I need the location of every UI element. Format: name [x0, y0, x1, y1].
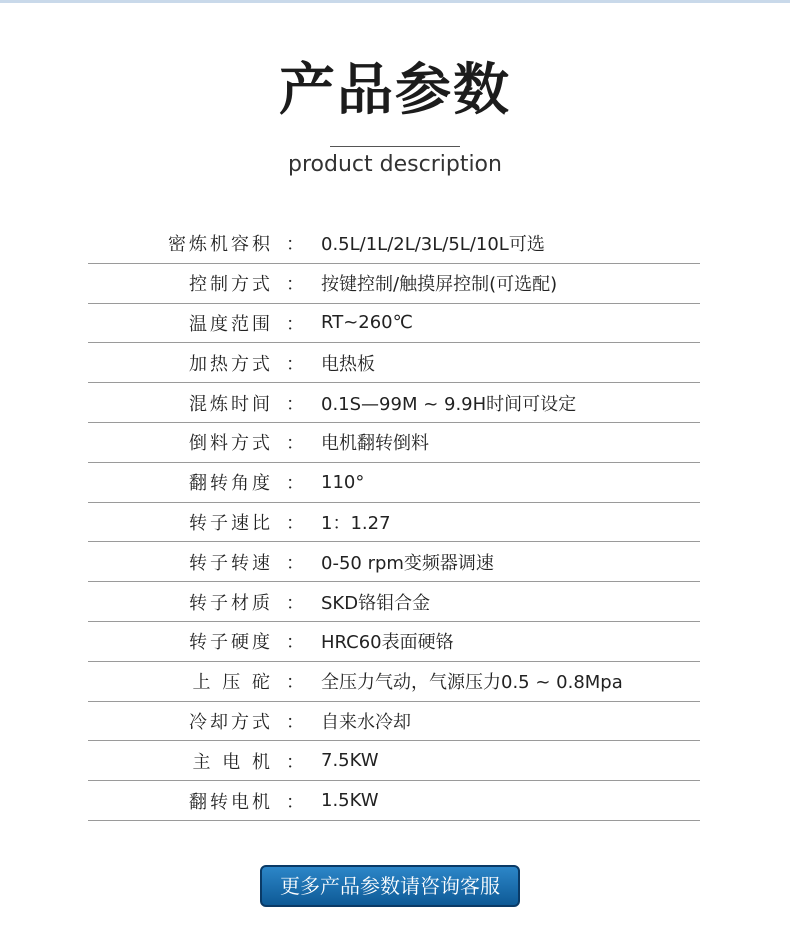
spec-value: 110° — [321, 471, 365, 493]
spec-value: 自来水冷却 — [321, 711, 411, 733]
spec-value: 电热板 — [321, 353, 375, 375]
page-title: 产品参数 — [279, 58, 511, 123]
spec-label: 加热方式 — [189, 353, 273, 375]
spec-colon: ： — [286, 353, 304, 375]
spec-colon: ： — [286, 672, 304, 694]
spec-label: 混炼时间 — [189, 393, 273, 415]
spec-colon: ： — [286, 393, 304, 415]
spec-value: SKD铬钼合金 — [321, 592, 431, 614]
spec-colon: ： — [286, 791, 304, 813]
spec-row — [88, 781, 700, 821]
spec-label: 冷却方式 — [189, 711, 273, 733]
top-border-line — [0, 0, 790, 3]
spec-colon: ： — [286, 433, 304, 455]
spec-value: RT~260℃ — [321, 312, 413, 334]
spec-row — [88, 383, 700, 423]
spec-colon: ： — [286, 632, 304, 654]
spec-colon: ： — [286, 592, 304, 614]
spec-label: 转子速比 — [189, 512, 273, 534]
spec-colon: ： — [286, 274, 304, 296]
spec-value: 电机翻转倒料 — [321, 433, 429, 455]
spec-value: 按键控制/触摸屏控制(可选配) — [321, 274, 558, 296]
spec-label: 主 电 机 — [192, 751, 273, 773]
spec-value: 7.5KW — [321, 750, 379, 772]
spec-label: 转子硬度 — [189, 632, 273, 654]
spec-colon: ： — [286, 751, 304, 773]
spec-label: 密炼机容积 — [168, 234, 273, 256]
spec-row — [88, 741, 700, 781]
spec-row — [88, 423, 700, 463]
spec-colon: ： — [286, 512, 304, 534]
spec-value: 0.5L/1L/2L/3L/5L/10L可选 — [321, 234, 545, 256]
spec-label: 转子转速 — [189, 552, 273, 574]
spec-label: 温度范围 — [189, 313, 273, 335]
spec-row — [88, 702, 700, 742]
spec-row — [88, 622, 700, 662]
spec-value: 1：1.27 — [321, 512, 391, 534]
spec-row — [88, 343, 700, 383]
spec-colon: ： — [286, 313, 304, 335]
spec-row — [88, 224, 700, 264]
spec-colon: ： — [286, 473, 304, 495]
spec-value: HRC60表面硬铬 — [321, 632, 454, 654]
spec-row — [88, 264, 700, 304]
spec-colon: ： — [286, 234, 304, 256]
spec-table — [88, 224, 700, 821]
spec-label: 翻转电机 — [189, 791, 273, 813]
spec-label: 转子材质 — [189, 592, 273, 614]
spec-label: 控制方式 — [189, 274, 273, 296]
spec-row — [88, 582, 700, 622]
page-subtitle: product description — [288, 152, 502, 177]
title-divider — [330, 146, 460, 147]
spec-row — [88, 503, 700, 543]
spec-value: 1.5KW — [321, 790, 379, 812]
spec-label: 上 压 砣 — [192, 672, 273, 694]
spec-row — [88, 463, 700, 503]
spec-row — [88, 662, 700, 702]
consult-service-button[interactable]: 更多产品参数请咨询客服 — [260, 865, 520, 907]
spec-label: 倒料方式 — [189, 433, 273, 455]
spec-colon: ： — [286, 711, 304, 733]
spec-label: 翻转角度 — [189, 473, 273, 495]
spec-value: 0-50 rpm变频器调速 — [321, 552, 494, 574]
spec-row — [88, 542, 700, 582]
spec-colon: ： — [286, 552, 304, 574]
spec-row — [88, 304, 700, 344]
spec-value: 0.1S—99M ~ 9.9H时间可设定 — [321, 393, 577, 415]
spec-value: 全压力气动，气源压力0.5 ~ 0.8Mpa — [321, 672, 623, 694]
